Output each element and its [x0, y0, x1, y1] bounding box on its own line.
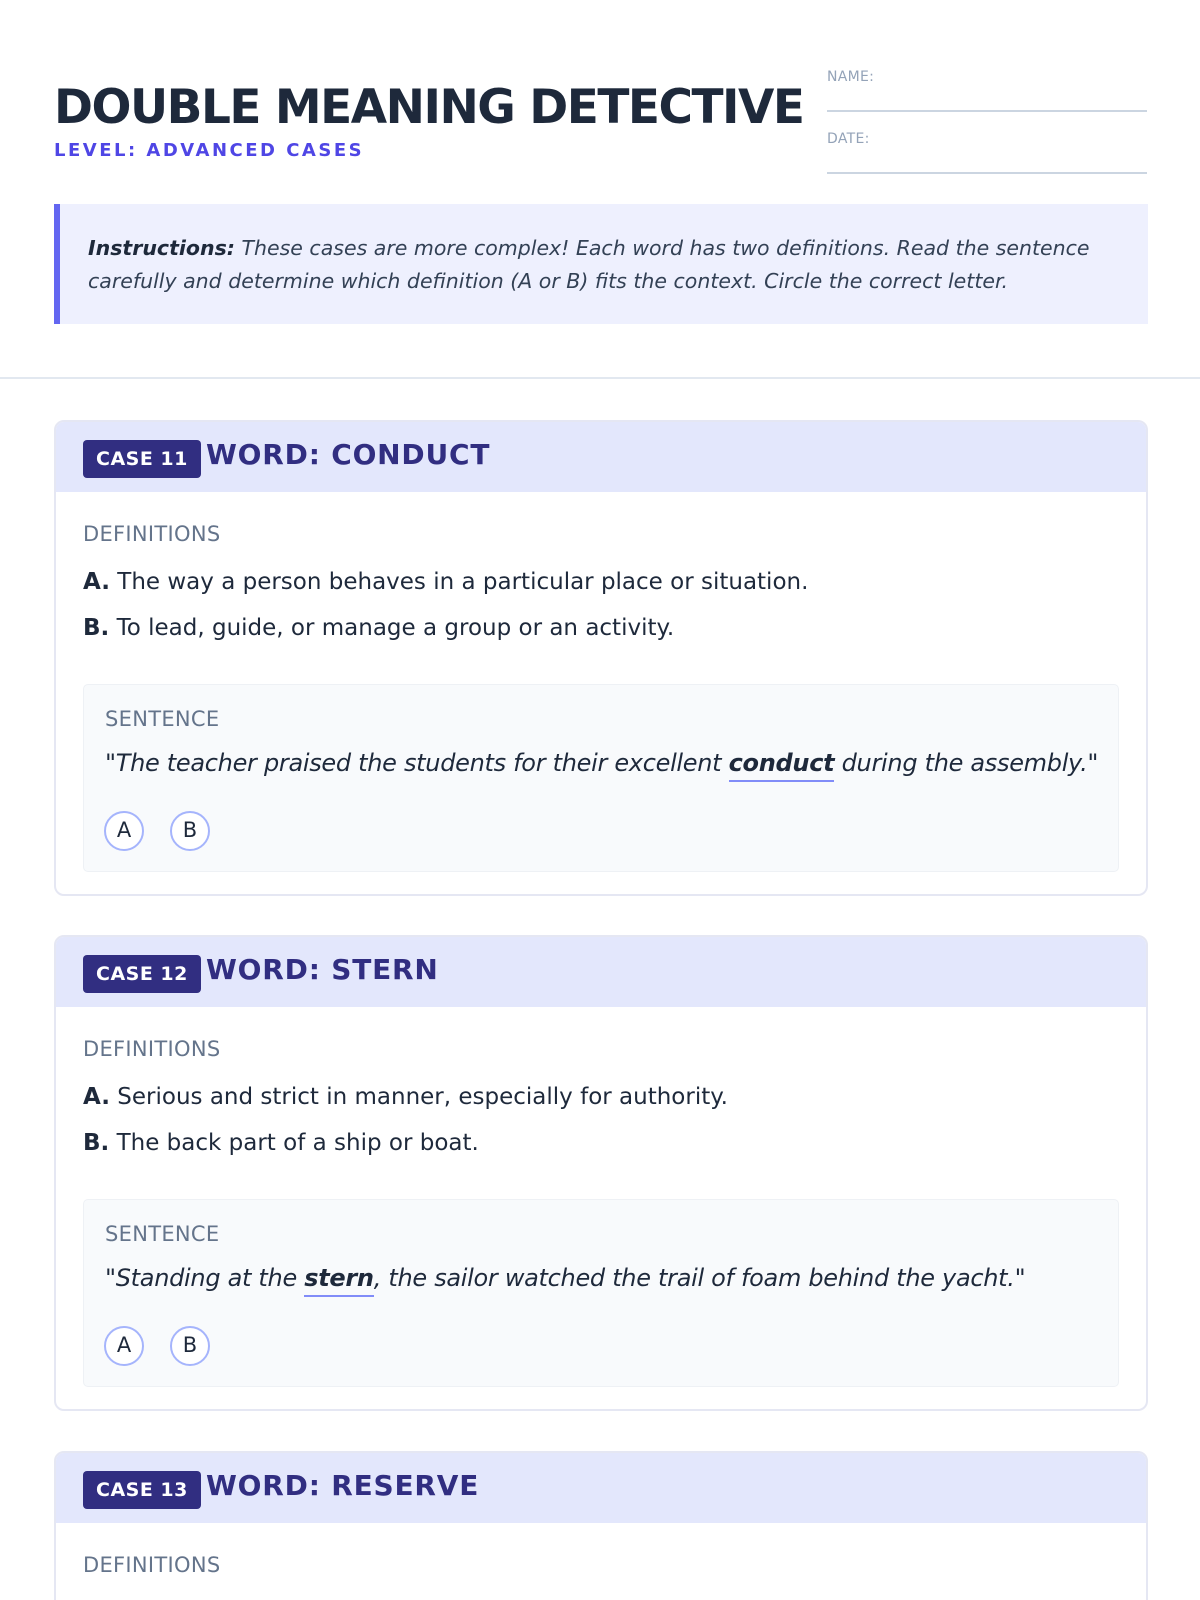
- page-title: DOUBLE MEANING DETECTIVE: [54, 80, 804, 135]
- sentence-text: [105, 749, 1098, 777]
- definitions-label: DEFINITIONS: [83, 1553, 221, 1577]
- sentence-label: SENTENCE: [105, 707, 220, 731]
- sentence-keyword: stern: [304, 1264, 373, 1297]
- sentence-part: "Standing at the: [105, 1264, 305, 1292]
- sentence-part: , the sailor watched the trail of foam behind the yacht.": [373, 1264, 1026, 1292]
- definition-b-prefix: B.: [83, 1130, 110, 1156]
- definition-a-prefix: A.: [83, 1084, 110, 1110]
- definition-a-prefix: A.: [83, 569, 110, 595]
- sentence-text: [105, 1264, 1025, 1292]
- choice-a-button[interactable]: A: [104, 811, 144, 851]
- case-badge: CASE 12: [83, 955, 201, 993]
- case-word: WORD: RESERVE: [206, 1469, 480, 1502]
- sentence-keyword: conduct: [729, 749, 835, 782]
- name-label: NAME:: [827, 69, 875, 85]
- worksheet-header: [54, 56, 1148, 166]
- definitions-label: DEFINITIONS: [83, 522, 221, 546]
- choice-a-button[interactable]: A: [104, 1326, 144, 1366]
- sentence-part: during the assembly.": [834, 749, 1099, 777]
- sentence-part: "The teacher praised the students for their excellent: [105, 749, 729, 777]
- instructions-lead: Instructions:: [88, 236, 235, 260]
- instructions-box: [54, 204, 1148, 324]
- sentence-box: [83, 684, 1119, 872]
- case-header: [56, 937, 1146, 1007]
- definition-b-text: The back part of a ship or boat.: [109, 1130, 479, 1156]
- case-badge: CASE 13: [83, 1471, 201, 1509]
- instructions-text: These cases are more complex! Each word has two definitions. Read the sentence carefully and determine which definition (A or B) fits the context. Circle the correct letter.: [88, 236, 1090, 293]
- definition-b-prefix: B.: [83, 615, 110, 641]
- case-header: [56, 1453, 1146, 1523]
- case-word: WORD: CONDUCT: [206, 438, 491, 471]
- date-field[interactable]: [827, 128, 1147, 174]
- case-card-12: [54, 935, 1148, 1411]
- sentence-label: SENTENCE: [105, 1222, 220, 1246]
- definitions-label: DEFINITIONS: [83, 1037, 221, 1061]
- name-field[interactable]: [827, 66, 1147, 112]
- sentence-box: [83, 1199, 1119, 1387]
- case-card-11: [54, 420, 1148, 896]
- definition-a-text: The way a person behaves in a particular place or situation.: [109, 569, 809, 595]
- level-subtitle: LEVEL: ADVANCED CASES: [54, 140, 365, 161]
- choice-b-button[interactable]: B: [170, 811, 210, 851]
- definition-a: [83, 1084, 728, 1110]
- definition-b: [83, 1130, 479, 1156]
- case-card-13: [54, 1451, 1148, 1600]
- definition-a-text: Serious and strict in manner, especially for authority.: [109, 1084, 728, 1110]
- section-divider: [0, 377, 1200, 379]
- choice-b-button[interactable]: B: [170, 1326, 210, 1366]
- definition-b: [83, 615, 674, 641]
- definition-b-text: To lead, guide, or manage a group or an activity.: [109, 615, 675, 641]
- case-badge: CASE 11: [83, 440, 201, 478]
- definition-a: [83, 569, 808, 595]
- case-word: WORD: STERN: [206, 953, 439, 986]
- date-label: DATE:: [827, 131, 870, 147]
- case-header: [56, 422, 1146, 492]
